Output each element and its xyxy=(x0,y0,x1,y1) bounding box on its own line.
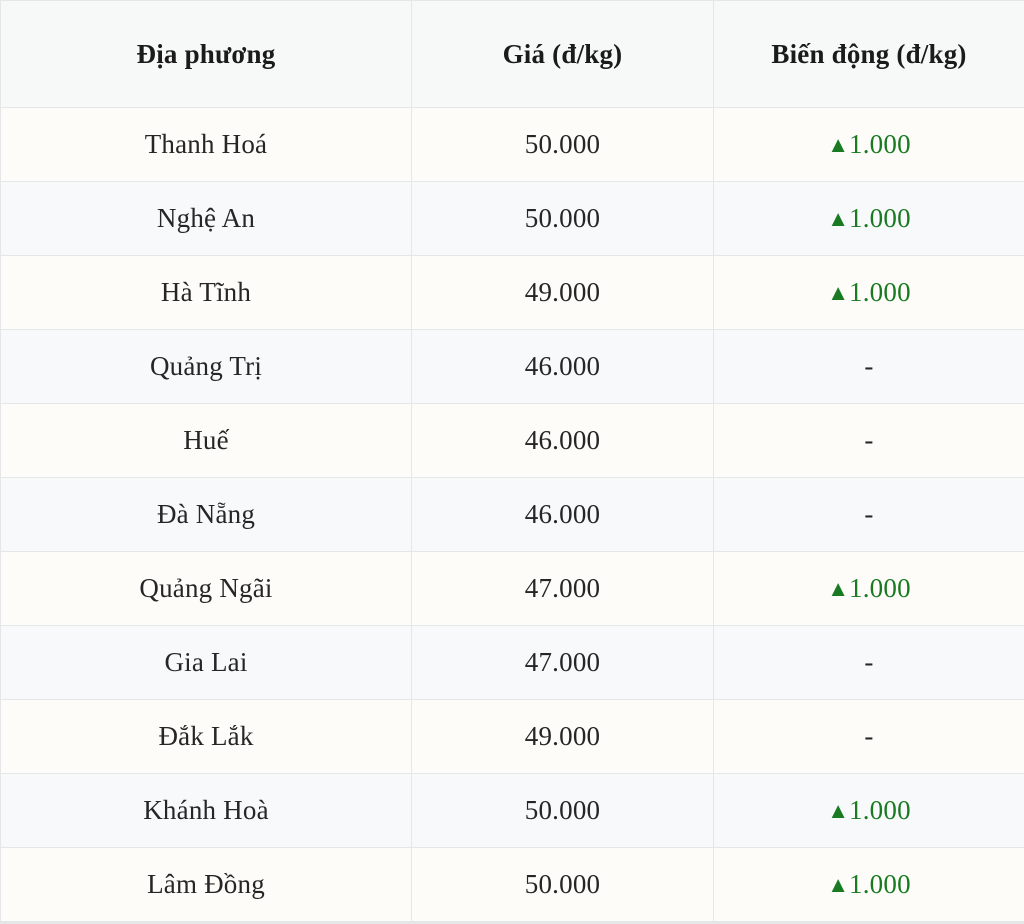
cell-price: 50.000 xyxy=(412,182,714,256)
change-flat: - xyxy=(864,425,873,455)
cell-region: Quảng Trị xyxy=(1,330,412,404)
change-value: 1.000 xyxy=(849,869,911,899)
table-row xyxy=(1,478,1024,552)
cell-change xyxy=(714,330,1024,404)
cell-change xyxy=(714,626,1024,700)
change-up xyxy=(827,203,911,233)
cell-change xyxy=(714,182,1024,256)
triangle-up-icon: ▲ xyxy=(827,872,849,897)
cell-change xyxy=(714,108,1024,182)
cell-price: 50.000 xyxy=(412,848,714,922)
change-up xyxy=(827,869,911,899)
triangle-up-icon: ▲ xyxy=(827,206,849,231)
cell-region: Nghệ An xyxy=(1,182,412,256)
cell-change xyxy=(714,700,1024,774)
cell-change xyxy=(714,404,1024,478)
cell-price: 47.000 xyxy=(412,552,714,626)
cell-region: Khánh Hoà xyxy=(1,774,412,848)
cell-price: 49.000 xyxy=(412,256,714,330)
column-header-region: Địa phương xyxy=(1,1,412,108)
table-row xyxy=(1,774,1024,848)
cell-region: Đắk Lắk xyxy=(1,700,412,774)
cell-price: 46.000 xyxy=(412,330,714,404)
cell-region: Đà Nẵng xyxy=(1,478,412,552)
change-flat: - xyxy=(864,721,873,751)
column-header-price: Giá (đ/kg) xyxy=(412,1,714,108)
change-flat: - xyxy=(864,499,873,529)
cell-region: Quảng Ngãi xyxy=(1,552,412,626)
change-value: 1.000 xyxy=(849,573,911,603)
cell-price: 46.000 xyxy=(412,404,714,478)
column-header-change: Biến động (đ/kg) xyxy=(714,1,1024,108)
cell-change xyxy=(714,478,1024,552)
change-flat: - xyxy=(864,647,873,677)
triangle-up-icon: ▲ xyxy=(827,798,849,823)
change-flat: - xyxy=(864,351,873,381)
cell-change xyxy=(714,774,1024,848)
table-row xyxy=(1,330,1024,404)
cell-price: 49.000 xyxy=(412,700,714,774)
table-row xyxy=(1,700,1024,774)
cell-change xyxy=(714,552,1024,626)
cell-price: 50.000 xyxy=(412,774,714,848)
table-row xyxy=(1,108,1024,182)
change-up xyxy=(827,795,911,825)
cell-price: 50.000 xyxy=(412,108,714,182)
table-header xyxy=(1,1,1024,108)
table-row xyxy=(1,256,1024,330)
table-row xyxy=(1,848,1024,922)
table-row xyxy=(1,182,1024,256)
change-up xyxy=(827,277,911,307)
cell-region: Gia Lai xyxy=(1,626,412,700)
cell-price: 47.000 xyxy=(412,626,714,700)
change-value: 1.000 xyxy=(849,277,911,307)
cell-price: 46.000 xyxy=(412,478,714,552)
table-row xyxy=(1,404,1024,478)
table-row xyxy=(1,626,1024,700)
cell-region: Huế xyxy=(1,404,412,478)
triangle-up-icon: ▲ xyxy=(827,132,849,157)
cell-region: Thanh Hoá xyxy=(1,108,412,182)
table-row xyxy=(1,552,1024,626)
cell-region: Hà Tĩnh xyxy=(1,256,412,330)
cell-change xyxy=(714,848,1024,922)
change-value: 1.000 xyxy=(849,129,911,159)
triangle-up-icon: ▲ xyxy=(827,280,849,305)
change-up xyxy=(827,573,911,603)
change-value: 1.000 xyxy=(849,203,911,233)
change-value: 1.000 xyxy=(849,795,911,825)
table-header-row xyxy=(1,1,1024,108)
triangle-up-icon: ▲ xyxy=(827,576,849,601)
table-body xyxy=(1,108,1024,922)
cell-region: Lâm Đồng xyxy=(1,848,412,922)
change-up xyxy=(827,129,911,159)
cell-change xyxy=(714,256,1024,330)
